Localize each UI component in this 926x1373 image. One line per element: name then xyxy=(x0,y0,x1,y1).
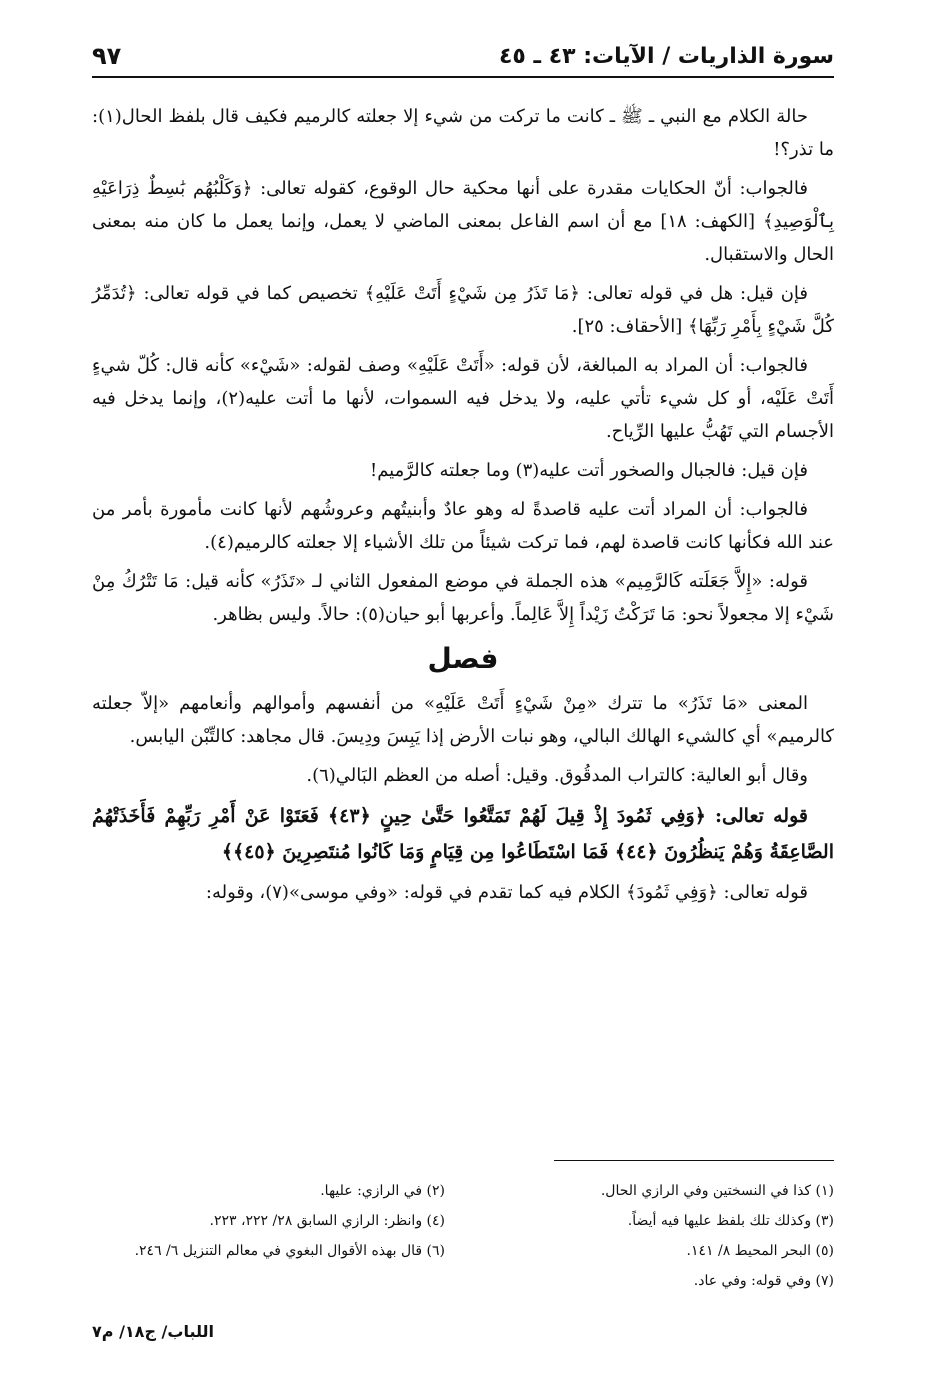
footnote: (٦) قال بهذه الأقوال البغوي في معالم التنزيل ٦/ ٢٤٦. xyxy=(134,1243,445,1259)
page-header xyxy=(92,36,834,78)
paragraph: وقال أبو العالية: كالتراب المدقُوق. وقيل: أصله من العظم البَالي(٦). xyxy=(306,765,808,786)
footnote: (٣) وكذلك تلك بلفظ عليها فيه أيضاً. xyxy=(627,1213,834,1229)
page-number: ٩٧ xyxy=(92,42,122,70)
footnote: (٤) وانظر: الرازي السابق ٢٨/ ٢٢٢، ٢٢٣. xyxy=(209,1213,445,1229)
paragraph: فالجواب: أنّ الحكايات مقدرة على أنها محكية حال الوقوع، كقوله تعالى: ﴿وَكَلْبُهُم بَٰسِطٌ ذِرَاعَيْهِ بِٱلْوَصِيدِ﴾ [الكهف: ١٨] مع أن اسم الفاعل بمعنى الماضي لا يعمل، وإنما يعمل ما كان منه بمعنى الحال والاستقبال. xyxy=(92,178,835,265)
paragraph: فالجواب: أن المراد به المبالغة، لأن قوله: «أَتَتْ عَلَيْهِ» وصف لقوله: «شَيْء» كأنه قال: كُلّ شيءٍ أَتَتْ عَلَيْه، أو كل شيء تأتي عليه، ولا يدخل فيه السموات، لأنها ما أتت عليه(٢)، وإنما يدخل فيه الأجسام التي تَهُبُّ عليها الرِّياح. xyxy=(92,355,834,442)
page-body xyxy=(92,100,834,915)
footnote: (٥) البحر المحيط ٨/ ١٤١. xyxy=(686,1243,834,1259)
footnote: (٢) في الرازي: عليها. xyxy=(320,1183,445,1199)
paragraph: حالة الكلام مع النبي ـ ﷺ ـ كانت ما تركت من شيء إلا جعلته كالرميم فكيف قال بلفظ الحال(١): ما تذر؟! xyxy=(92,106,834,160)
paragraph: فالجواب: أن المراد أتت عليه قاصدةً له وهو عادٌ وأبنيتُهم وعروشُهم لأنها كانت مأمورة بأمر من عند الله فكأنها كانت قاصدة لهم، فما تركت شيئاً من تلك الأشياء إلا جعلته كالرميم(٤). xyxy=(92,499,834,553)
volume-signature: اللباب/ ج١٨/ م٧ xyxy=(92,1322,215,1341)
running-title: سورة الذاريات / الآيات: ٤٣ ـ ٤٥ xyxy=(498,43,834,69)
footnote-divider xyxy=(554,1160,834,1161)
footnote: (٧) وفي قوله: وفي عاد. xyxy=(693,1273,834,1289)
footnote: (١) كذا في النسختين وفي الرازي الحال. xyxy=(600,1183,834,1199)
paragraph: فإن قيل: هل في قوله تعالى: ﴿مَا تَذَرُ مِن شَيْءٍ أَتَتْ عَلَيْهِ﴾ تخصيص كما في قوله تعالى: ﴿تُدَمِّرُ كُلَّ شَيْءٍ بِأَمْرِ رَبِّهَا﴾ [الأحقاف: ٢٥]. xyxy=(92,283,834,337)
section-heading: فصل xyxy=(427,642,499,675)
footnotes xyxy=(92,1178,834,1294)
paragraph: فإن قيل: فالجبال والصخور أتت عليه(٣) وما جعلته كالرَّميم! xyxy=(369,460,808,481)
quran-verse: قوله تعالى: ﴿وَفِي ثَمُودَ إِذْ قِيلَ لَهُمْ تَمَتَّعُوا حَتَّىٰ حِينٍ ﴿٤٣﴾ فَعَتَوْا عَنْ أَمْرِ رَبِّهِمْ فَأَخَذَتْهُمُ الصَّاعِقَةُ وَهُمْ يَنظُرُونَ ﴿٤٤﴾ فَمَا اسْتَطَاعُوا مِن قِيَامٍ وَمَا كَانُوا مُنتَصِرِينَ ﴿٤٥﴾﴾ xyxy=(92,805,834,863)
paragraph: قوله تعالى: ﴿وَفِي ثَمُودَ﴾ الكلام فيه كما تقدم في قوله: «وفي موسى»(٧)، وقوله: xyxy=(205,882,808,903)
paragraph: المعنى «مَا تَذَرُ» ما تترك «مِنْ شَيْءٍ أَتَتْ عَلَيْهِ» من أنفسهم وأموالهم وأنعامهم «إلاّ جعلته كالرميم» أي كالشيء الهالك البالي، وهو نبات الأرض إذا يَبِسَ ودِيسَ. قال مجاهد: كالتِّبْن اليابس. xyxy=(92,693,834,747)
paragraph: قوله: «إِلاَّ جَعَلَته كَالرَّمِيم» هذه الجملة في موضع المفعول الثاني لـ «تَذَرُ» كأنه قيل: مَا تَتْرُكُ مِنْ شَيْء إلا مجعولاً نحو: مَا تَرَكْتُ زَيْداً إِلاَّ عَالِماً. وأعربها أبو حيان(٥): حالاً. وليس بظاهر. xyxy=(92,571,834,625)
